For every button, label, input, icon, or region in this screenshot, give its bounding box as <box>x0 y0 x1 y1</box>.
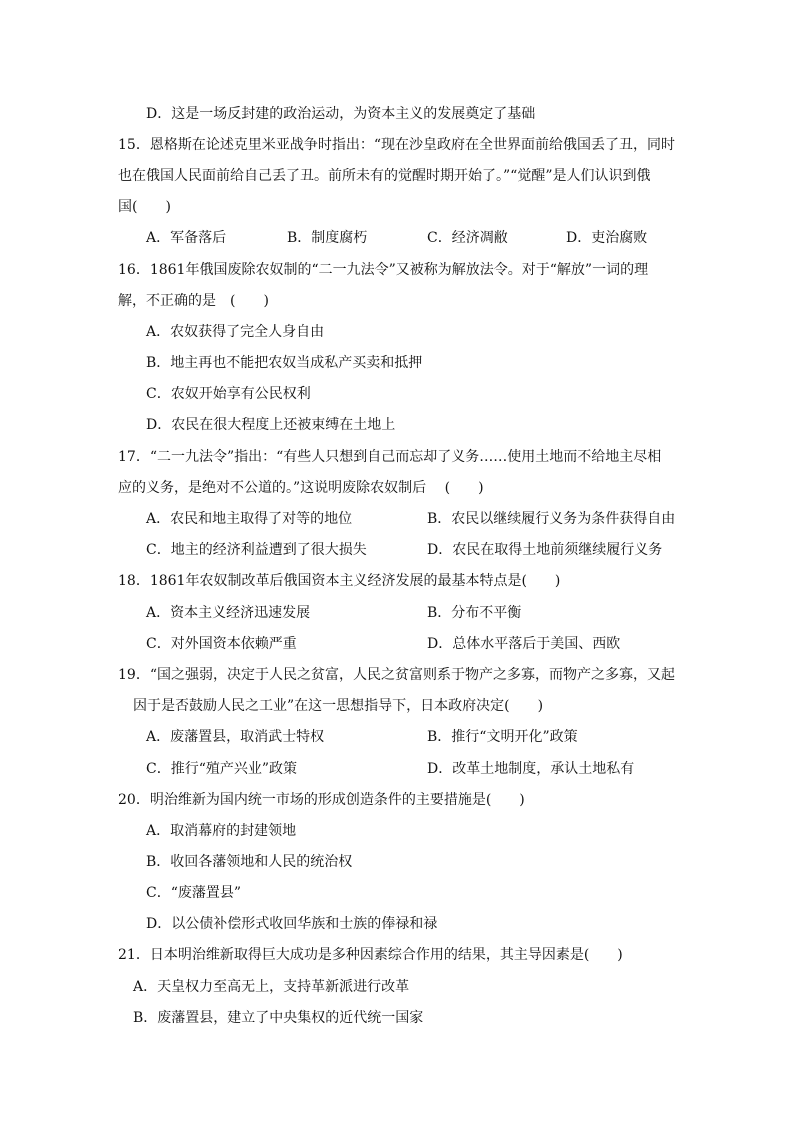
q19-stem-line2: 因于是否鼓励人民之工业”在这一思想指导下，日本政府决定( ) <box>133 698 544 714</box>
q15-stem-line1: 15．恩格斯在论述克里米亚战争时指出：“现在沙皇政府在全世界面前给俄国丢了丑，同时 <box>118 137 675 153</box>
q18-option-a: A．资本主义经济迅速发展 <box>146 605 311 621</box>
q16-option-b: B．地主再也不能把农奴当成私产买卖和抵押 <box>146 355 423 371</box>
q16-option-c: C．农奴开始享有公民权利 <box>146 386 311 402</box>
q17-option-a: A．农民和地主取得了对等的地位 <box>146 511 353 527</box>
q18-option-b: B．分布不平衡 <box>427 605 522 621</box>
q15-option-a: A．军备落后 <box>146 230 227 246</box>
q18-option-c: C．对外国资本依赖严重 <box>146 636 297 652</box>
q15-option-c: C．经济凋敝 <box>427 230 508 246</box>
q17-option-b: B．农民以继续履行义务为条件获得自由 <box>427 511 676 527</box>
q21-option-a: A．天皇权力至高无上，支持革新派进行改革 <box>133 979 410 995</box>
q19-stem-line1: 19．“国之强弱，决定于人民之贫富，人民之贫富则系于物产之多寡，而物产之多寡，又起 <box>118 667 675 683</box>
q15-option-b: B．制度腐朽 <box>287 230 368 246</box>
q17-stem-line2: 应的义务，是绝对不公道的。”这说明废除农奴制后 ( ) <box>118 480 484 496</box>
q19-option-b: B．推行“文明开化”政策 <box>427 729 578 745</box>
q16-stem-line2: 解，不正确的是 ( ) <box>118 293 269 309</box>
q17-option-c: C．地主的经济利益遭到了很大损失 <box>146 542 367 558</box>
q15-stem-line3: 国( ) <box>118 199 171 215</box>
q20-option-a: A．取消幕府的封建领地 <box>146 823 297 839</box>
q18-stem-line1: 18．1861年农奴制改革后俄国资本主义经济发展的最基本特点是( ) <box>118 573 561 589</box>
q14-option-d: D．这是一场反封建的政治运动，为资本主义的发展奠定了基础 <box>146 106 536 122</box>
q21-stem-line1: 21．日本明治维新取得巨大成功是多种因素综合作用的结果，其主导因素是( ) <box>118 947 623 963</box>
q17-stem-line1: 17．“二一九法令”指出：“有些人只想到自己而忘却了义务……使用土地而不给地主尽相 <box>118 449 662 465</box>
q20-option-d: D．以公债补偿形式收回华族和士族的俸禄和禄 <box>146 916 438 932</box>
q19-option-c: C．推行“殖产兴业”政策 <box>146 761 298 777</box>
q16-option-a: A．农奴获得了完全人身自由 <box>146 324 325 340</box>
q19-option-d: D．改革土地制度，承认土地私有 <box>427 761 635 777</box>
q19-option-a: A．废藩置县，取消武士特权 <box>146 729 325 745</box>
q20-option-b: B．收回各藩领地和人民的统治权 <box>146 854 353 870</box>
q20-option-c: C．“废藩置县” <box>146 885 242 901</box>
q21-option-b: B．废藩置县，建立了中央集权的近代统一国家 <box>133 1010 424 1026</box>
q15-stem-line2: 也在俄国人民面前给自己丢了丑。前所未有的觉醒时期开始了。”“觉醒”是人们认识到俄 <box>118 168 651 184</box>
q16-stem-line1: 16．1861年俄国废除农奴制的“二一九法令”又被称为解放法令。对于“解放”一词的理 <box>118 262 649 278</box>
q18-option-d: D．总体水平落后于美国、西欧 <box>427 636 621 652</box>
q20-stem-line1: 20．明治维新为国内统一市场的形成创造条件的主要措施是( ) <box>118 792 525 808</box>
q16-option-d: D．农民在很大程度上还被束缚在土地上 <box>146 417 396 433</box>
q17-option-d: D．农民在取得土地前须继续履行义务 <box>427 542 663 558</box>
q15-option-d: D．吏治腐败 <box>566 230 648 246</box>
